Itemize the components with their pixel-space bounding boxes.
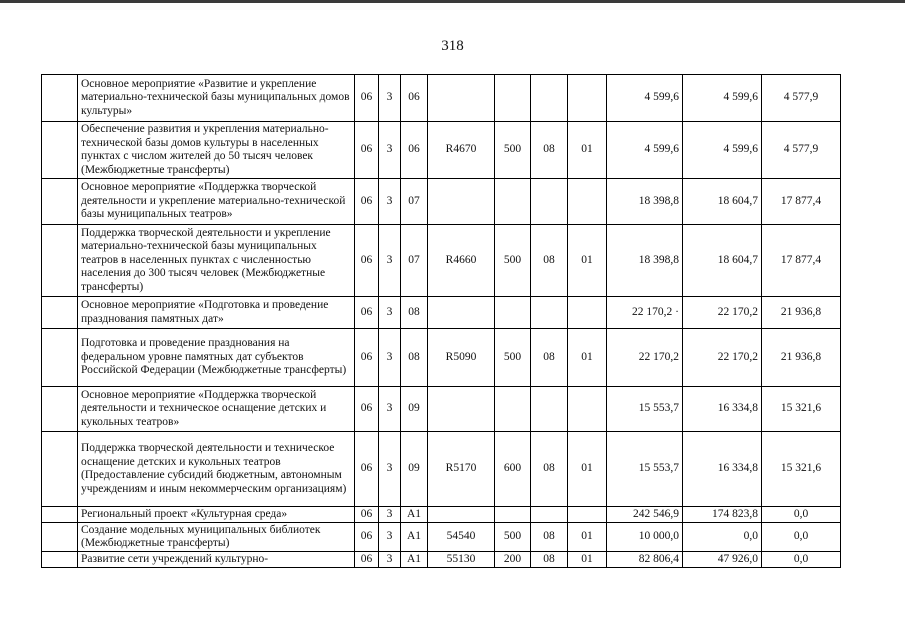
amount-year-3: 15 321,6: [762, 387, 841, 432]
subprogram-code: 3: [379, 552, 401, 568]
subsection-code: 01: [568, 225, 607, 297]
table-row: [42, 523, 841, 552]
budget-table: [41, 74, 841, 568]
row-name: Поддержка творческой деятельности и техническое оснащение детских и кукольных театров (Предоставление субсидий бюджетным, автономным учреждениям и иным некоммерческим организациям): [78, 432, 355, 507]
section-code: 08: [531, 329, 568, 387]
amount-year-1: 4 599,6: [607, 122, 683, 179]
program-code: 06: [355, 387, 379, 432]
row-name: Развитие сети учреждений культурно-: [78, 552, 355, 568]
amount-year-2: 4 599,6: [683, 75, 762, 122]
direction-code: 55130: [428, 552, 495, 568]
blank-cell: [42, 432, 78, 507]
expense-type-code: 500: [495, 122, 531, 179]
event-code: 07: [401, 225, 428, 297]
amount-year-3: 0,0: [762, 507, 841, 523]
row-name: Региональный проект «Культурная среда»: [78, 507, 355, 523]
amount-year-3: 17 877,4: [762, 225, 841, 297]
direction-code: R4670: [428, 122, 495, 179]
subsection-code: 01: [568, 329, 607, 387]
scan-top-edge: [0, 0, 905, 3]
subsection-code: 01: [568, 432, 607, 507]
program-code: 06: [355, 179, 379, 225]
expense-type-code: [495, 387, 531, 432]
blank-cell: [42, 75, 78, 122]
direction-code: [428, 297, 495, 329]
subprogram-code: 3: [379, 329, 401, 387]
direction-code: 54540: [428, 523, 495, 552]
section-code: 08: [531, 552, 568, 568]
event-code: A1: [401, 552, 428, 568]
program-code: 06: [355, 507, 379, 523]
program-code: 06: [355, 297, 379, 329]
expense-type-code: [495, 507, 531, 523]
subprogram-code: 3: [379, 507, 401, 523]
row-name: Основное мероприятие «Поддержка творческой деятельности и техническое оснащение детских и кукольных театров»: [78, 387, 355, 432]
blank-cell: [42, 507, 78, 523]
row-name: Основное мероприятие «Развитие и укрепление материально-технической базы муниципальных домов культуры»: [78, 75, 355, 122]
section-code: [531, 507, 568, 523]
subsection-code: [568, 387, 607, 432]
amount-year-2: 18 604,7: [683, 225, 762, 297]
row-name: Подготовка и проведение празднования на федеральном уровне памятных дат субъектов Российской Федерации (Межбюджетные трансферты): [78, 329, 355, 387]
amount-year-1: 15 553,7: [607, 387, 683, 432]
amount-year-3: 15 321,6: [762, 432, 841, 507]
amount-year-1: 4 599,6: [607, 75, 683, 122]
blank-cell: [42, 523, 78, 552]
subsection-code: 01: [568, 552, 607, 568]
amount-year-1: 15 553,7: [607, 432, 683, 507]
amount-year-2: 16 334,8: [683, 432, 762, 507]
table-row: [42, 75, 841, 122]
amount-year-3: 4 577,9: [762, 122, 841, 179]
amount-year-1: 18 398,8: [607, 225, 683, 297]
subsection-code: 01: [568, 122, 607, 179]
subsection-code: [568, 179, 607, 225]
section-code: [531, 75, 568, 122]
blank-cell: [42, 387, 78, 432]
blank-cell: [42, 179, 78, 225]
direction-code: R5170: [428, 432, 495, 507]
amount-year-1: 82 806,4: [607, 552, 683, 568]
amount-year-3: 17 877,4: [762, 179, 841, 225]
subsection-code: [568, 507, 607, 523]
event-code: 08: [401, 329, 428, 387]
direction-code: [428, 387, 495, 432]
expense-type-code: 500: [495, 329, 531, 387]
subsection-code: 01: [568, 523, 607, 552]
amount-year-2: 18 604,7: [683, 179, 762, 225]
table-row: [42, 122, 841, 179]
row-name: Поддержка творческой деятельности и укрепление материально-технической базы муниципальных театров в населенных пунктах с численностью населения до 300 тысяч человек (Межбюджетные трансферты): [78, 225, 355, 297]
amount-year-2: 22 170,2: [683, 329, 762, 387]
program-code: 06: [355, 432, 379, 507]
amount-year-3: 4 577,9: [762, 75, 841, 122]
blank-cell: [42, 329, 78, 387]
subprogram-code: 3: [379, 179, 401, 225]
table-row: [42, 329, 841, 387]
expense-type-code: 500: [495, 225, 531, 297]
subprogram-code: 3: [379, 75, 401, 122]
amount-year-2: 22 170,2: [683, 297, 762, 329]
program-code: 06: [355, 122, 379, 179]
section-code: [531, 387, 568, 432]
subprogram-code: 3: [379, 297, 401, 329]
section-code: [531, 297, 568, 329]
subprogram-code: 3: [379, 432, 401, 507]
program-code: 06: [355, 225, 379, 297]
program-code: 06: [355, 523, 379, 552]
amount-year-3: 0,0: [762, 552, 841, 568]
direction-code: [428, 507, 495, 523]
table-row: [42, 507, 841, 523]
amount-year-1: 10 000,0: [607, 523, 683, 552]
event-code: 09: [401, 387, 428, 432]
blank-cell: [42, 225, 78, 297]
amount-year-3: 0,0: [762, 523, 841, 552]
direction-code: [428, 179, 495, 225]
event-code: 09: [401, 432, 428, 507]
table-row: [42, 297, 841, 329]
subsection-code: [568, 297, 607, 329]
section-code: [531, 179, 568, 225]
amount-year-2: 0,0: [683, 523, 762, 552]
table-row: [42, 552, 841, 568]
row-name: Основное мероприятие «Подготовка и проведение празднования памятных дат»: [78, 297, 355, 329]
blank-cell: [42, 552, 78, 568]
expense-type-code: 500: [495, 523, 531, 552]
table-row: [42, 179, 841, 225]
direction-code: R5090: [428, 329, 495, 387]
section-code: 08: [531, 122, 568, 179]
section-code: 08: [531, 523, 568, 552]
expense-type-code: 200: [495, 552, 531, 568]
amount-year-1: 242 546,9: [607, 507, 683, 523]
event-code: A1: [401, 507, 428, 523]
program-code: 06: [355, 552, 379, 568]
event-code: 06: [401, 122, 428, 179]
expense-type-code: 600: [495, 432, 531, 507]
expense-type-code: [495, 179, 531, 225]
blank-cell: [42, 122, 78, 179]
amount-year-1: 22 170,2: [607, 329, 683, 387]
page-number: 318: [441, 38, 464, 54]
subprogram-code: 3: [379, 387, 401, 432]
subsection-code: [568, 75, 607, 122]
row-name: Основное мероприятие «Поддержка творческой деятельности и укрепление материально-технической базы муниципальных театров»: [78, 179, 355, 225]
amount-year-2: 16 334,8: [683, 387, 762, 432]
table-row: [42, 225, 841, 297]
table-row: [42, 387, 841, 432]
amount-year-3: 21 936,8: [762, 297, 841, 329]
amount-year-1: 22 170,2 ·: [607, 297, 683, 329]
event-code: 07: [401, 179, 428, 225]
amount-year-2: 4 599,6: [683, 122, 762, 179]
row-name: Обеспечение развития и укрепления материально-технической базы домов культуры в населенных пунктах с числом жителей до 50 тысяч человек (Межбюджетные трансферты): [78, 122, 355, 179]
program-code: 06: [355, 75, 379, 122]
event-code: 08: [401, 297, 428, 329]
amount-year-1: 18 398,8: [607, 179, 683, 225]
table-row: [42, 432, 841, 507]
section-code: 08: [531, 225, 568, 297]
program-code: 06: [355, 329, 379, 387]
direction-code: [428, 75, 495, 122]
amount-year-2: 174 823,8: [683, 507, 762, 523]
subprogram-code: 3: [379, 523, 401, 552]
expense-type-code: [495, 75, 531, 122]
subprogram-code: 3: [379, 225, 401, 297]
event-code: 06: [401, 75, 428, 122]
amount-year-2: 47 926,0: [683, 552, 762, 568]
subprogram-code: 3: [379, 122, 401, 179]
section-code: 08: [531, 432, 568, 507]
amount-year-3: 21 936,8: [762, 329, 841, 387]
direction-code: R4660: [428, 225, 495, 297]
blank-cell: [42, 297, 78, 329]
row-name: Создание модельных муниципальных библиотек (Межбюджетные трансферты): [78, 523, 355, 552]
event-code: A1: [401, 523, 428, 552]
expense-type-code: [495, 297, 531, 329]
